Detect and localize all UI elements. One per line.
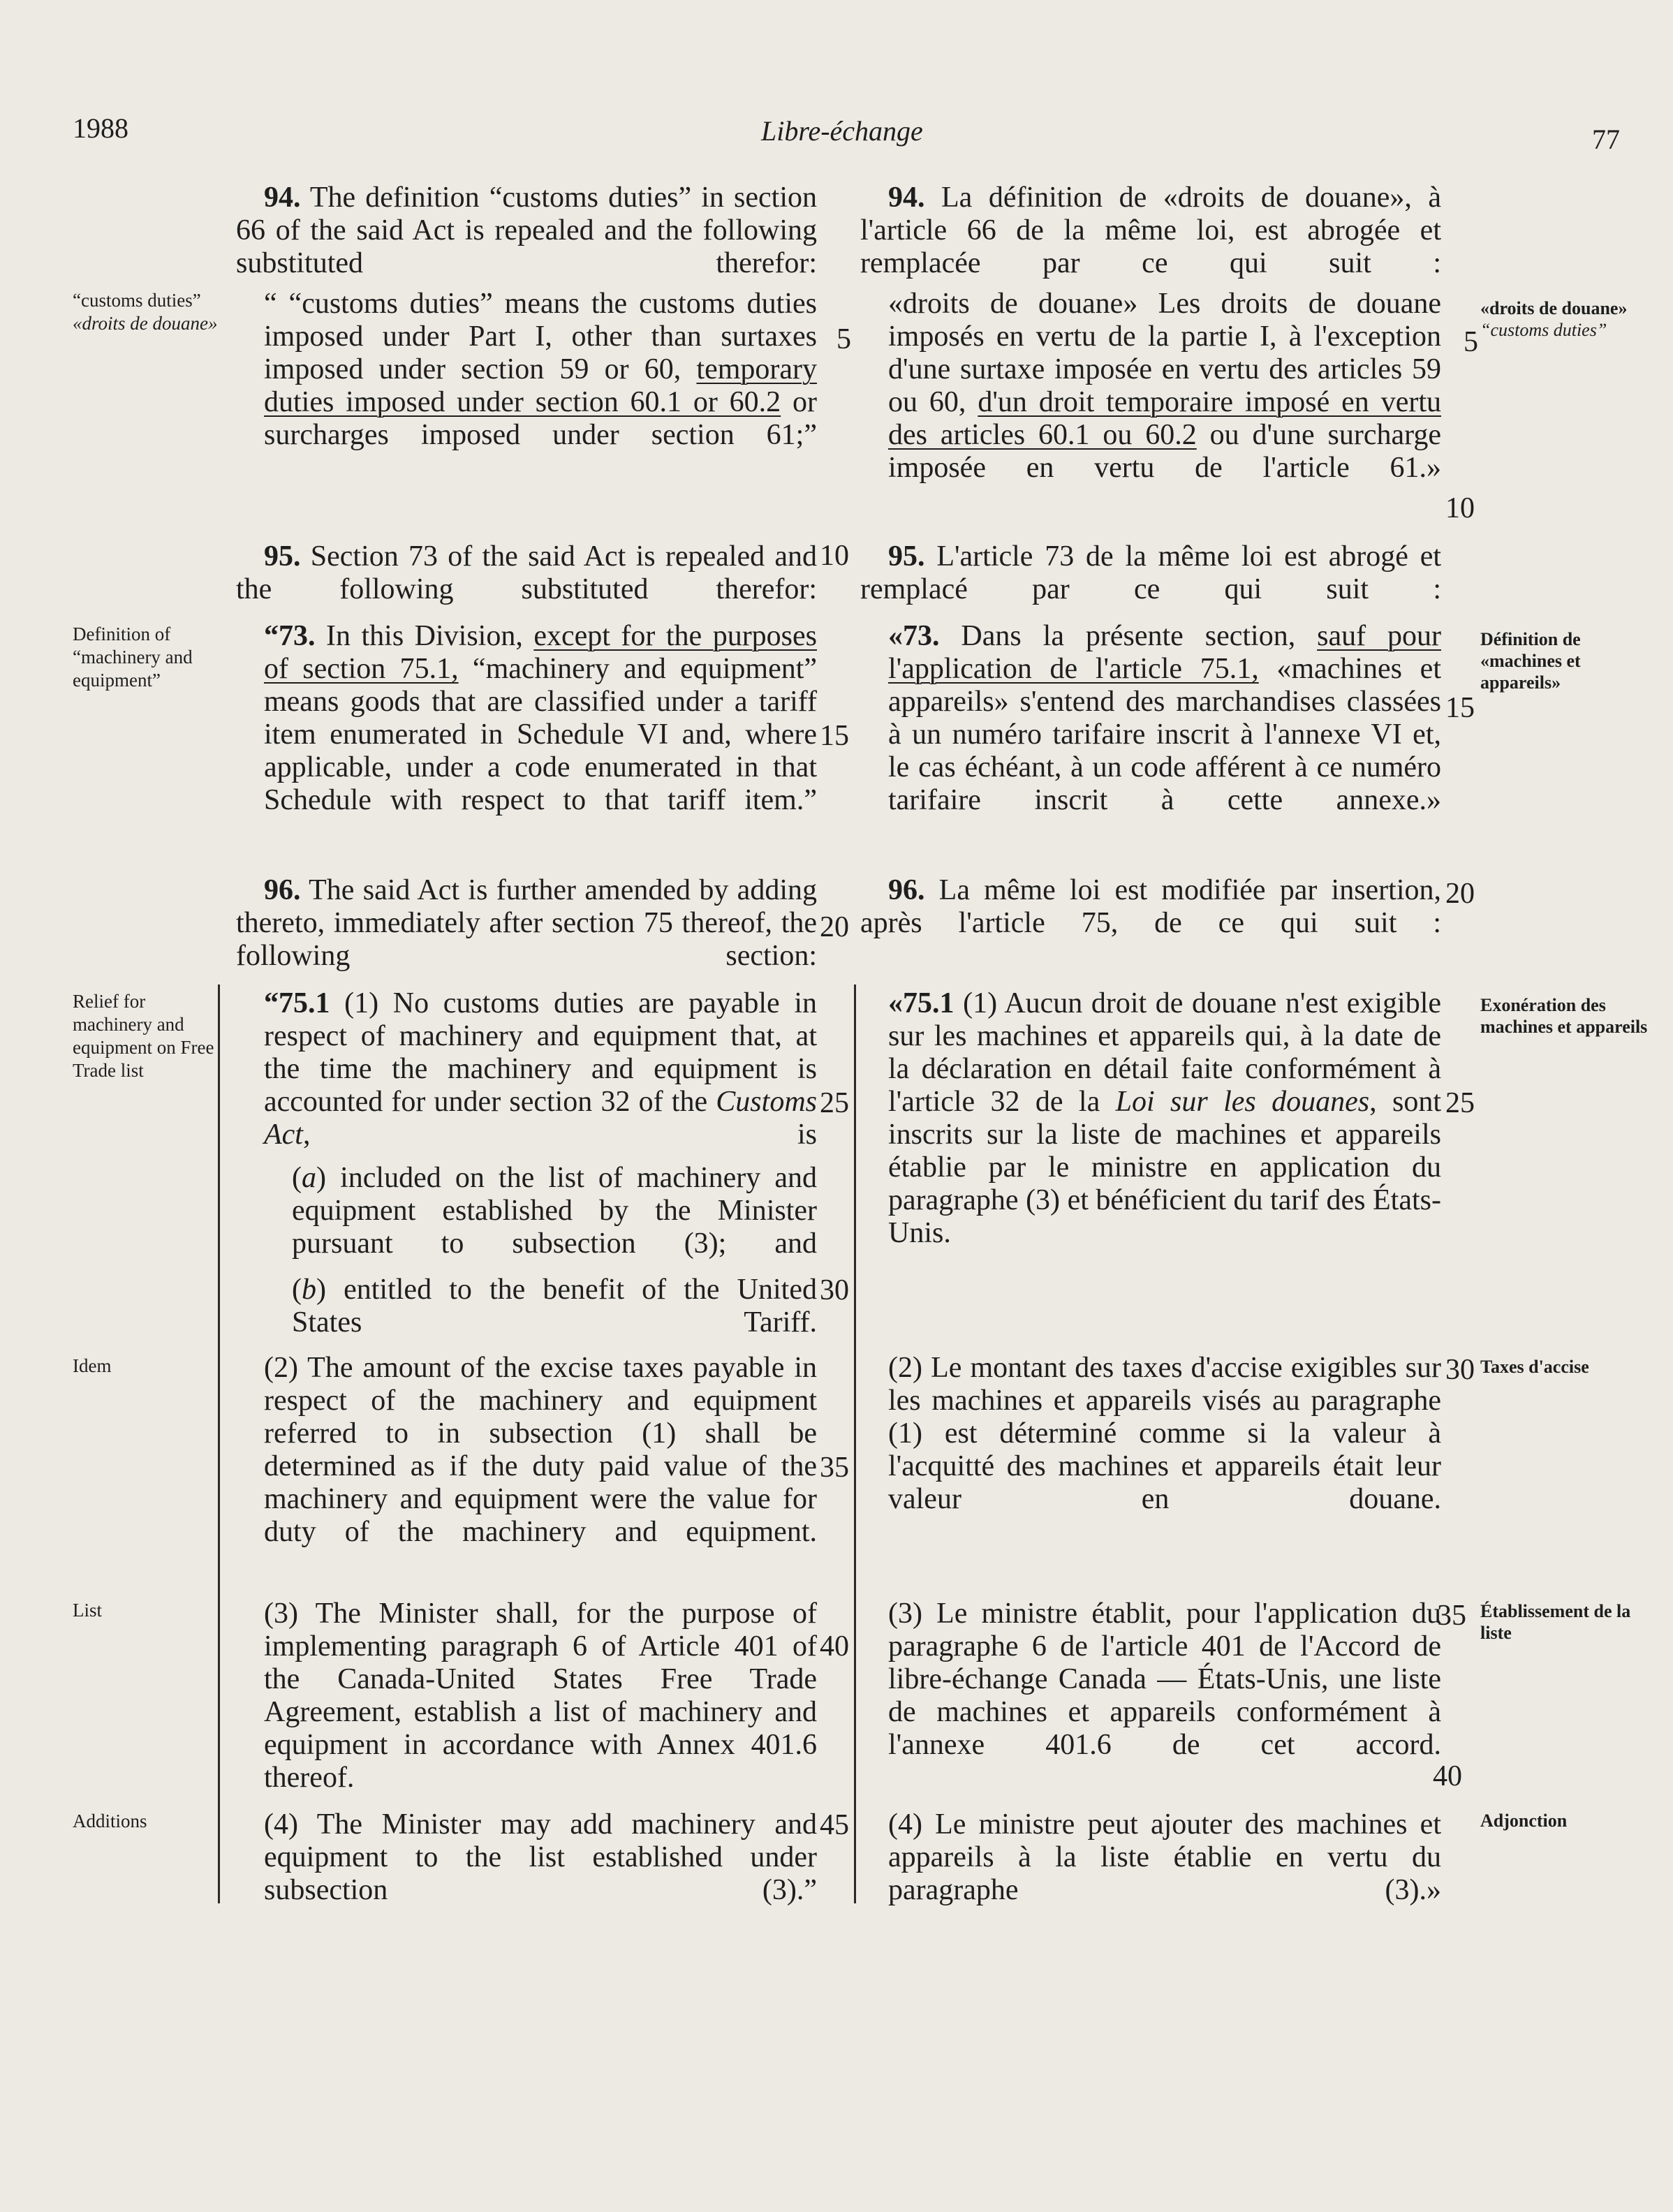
section-text: (1) No customs duties are payable in respect of machinery and equipment that, at the time the machinery and equipment is accounted for under section 32 of the (264, 987, 817, 1118)
subsection-text: (4) The Minister may add machinery and equipment to the list established under subsection (3).” (264, 1808, 817, 1906)
underlined-text: d'un droit temporaire imposé en vertu des articles 60.1 ou 60.2 (888, 386, 1442, 451)
margin-note-text-fr: «droits de douane» (73, 313, 218, 334)
line-number: 25 (820, 1087, 849, 1119)
line-number: 40 (1433, 1760, 1462, 1792)
underlined-text: temporary duties imposed under section 60.1 or 60.2 (264, 353, 818, 418)
margin-note-etablissement: Établissement de la liste (1480, 1601, 1631, 1643)
definition-text: “ “customs duties” means the customs duties imposed under Part I, other than surtaxes imposed under section 59 or 60, (264, 288, 817, 385)
section-number: “75.1 (264, 987, 330, 1019)
section-number: 94. (888, 182, 925, 214)
amendment-bar-left (218, 985, 220, 1903)
line-number: 30 (820, 1274, 849, 1306)
en-s751-4 (264, 1808, 817, 1907)
line-number: 20 (820, 911, 849, 943)
definition-text: or surcharges imposed under section 61;” (264, 386, 817, 451)
en-s73-text (236, 620, 817, 817)
subsection-text: (3) The Minister shall, for the purpose of implementing paragraph 6 of Article 401 of the Canada-United States Free Trade Agreement, establish a list of machinery and equipment in accordance with Annex 401.6 thereof. (264, 1598, 817, 1794)
margin-note-adjonction: Adjonction (1480, 1811, 1568, 1831)
subsection-text: (2) Le montant des taxes d'accise exigibles sur les machines et appareils visés au paragraphe (1) est déterminé comme si la valeur à l'acquitté des machines et appareils était leur valeur en douane. (888, 1352, 1441, 1515)
section-text: L'article 73 de la même loi est abrogé et remplacé par ce qui suit : (860, 540, 1442, 605)
section-text: The definition “customs duties” in section 66 of the said Act is repealed and the following substituted therefor: (236, 182, 817, 279)
line-number: 5 (836, 323, 851, 355)
subsection-text: (3) Le ministre établit, pour l'application du paragraphe 6 de l'article 401 de l'Accord de libre-échange Canada — États-Unis, une liste de machines et appareils conformément à l'annexe 401.6 de cet accord. (888, 1598, 1441, 1761)
header-year: 1988 (73, 112, 128, 144)
line-number: 25 (1445, 1087, 1475, 1119)
section-number: 96. (888, 874, 925, 906)
fr-s96-intro (860, 874, 1441, 940)
header-title: Libre-échange (761, 115, 923, 147)
margin-note-text: “customs duties” (73, 290, 201, 311)
margin-note-customs-duties (73, 289, 226, 335)
margin-note-idem: Idem (73, 1355, 112, 1376)
fr-s751-4 (888, 1808, 1441, 1907)
margin-note-droits-de-douane (1480, 297, 1648, 341)
section-number: “73. (264, 620, 316, 652)
en-s96-intro (236, 874, 817, 973)
paragraph-label: b (302, 1274, 316, 1306)
line-number: 10 (1445, 492, 1475, 524)
section-number: 96. (264, 874, 301, 906)
act-title: Loi sur les douanes (1115, 1086, 1370, 1118)
section-text: The said Act is further amended by adding thereto, immediately after section 75 thereof, the following section: (236, 874, 817, 972)
margin-note-text: «droits de douane» (1480, 298, 1628, 318)
margin-note-text-en: “customs duties” (1480, 320, 1607, 340)
fr-s95-intro (860, 540, 1441, 606)
section-text: Dans la présente section, (961, 620, 1296, 652)
margin-note-exoneration: Exonération des machines et appareils (1480, 995, 1648, 1037)
section-text: , is (302, 1119, 817, 1151)
section-text: (1) Aucun droit de douane n'est exigible sur les machines et appareils qui, à la date de la déclaration en détail faite conformément à l'article 32 de la (888, 987, 1442, 1118)
en-s751-3 (264, 1598, 817, 1794)
en-s751-1b: (b) entitled to the benefit of the United States Tariff. (292, 1274, 817, 1339)
line-number: 35 (820, 1452, 849, 1484)
definition-text: «droits de douane» Les droits de douane imposés en vertu de la partie I, à l'exception d'une surtaxe imposée en vertu des articles 59 ou 60, (888, 288, 1441, 418)
section-number: «75.1 (888, 987, 955, 1019)
margin-note-additions: Additions (73, 1811, 147, 1831)
section-number: «73. (888, 620, 940, 652)
underlined-text: sauf pour l'application de l'article 75.1, (888, 620, 1442, 685)
paragraph-text: entitled to the benefit of the United States Tariff. (292, 1274, 817, 1339)
en-s751-2 (264, 1352, 817, 1549)
section-text: «machines et appareils» s'entend des marchandises classées à un numéro tarifaire inscrit à l'annexe VI et, le cas échéant, à un code afférent à ce numéro tarifaire inscrit à cette annexe.» (888, 653, 1441, 816)
margin-note-taxes-accise: Taxes d'accise (1480, 1357, 1589, 1377)
definition-text: ou d'une surcharge imposée en vertu de l'article 61.» (888, 419, 1442, 484)
fr-s751-1 (888, 987, 1441, 1250)
paragraph-label: a (302, 1162, 316, 1194)
line-number: 15 (820, 720, 849, 752)
section-text: Section 73 of the said Act is repealed and the following substituted therefor: (236, 540, 817, 605)
margin-note-relief: Relief for machinery and equipment on Free Trade list (73, 991, 214, 1081)
fr-s751-3 (888, 1598, 1441, 1762)
line-number: 5 (1464, 326, 1478, 358)
section-text: In this Division, (326, 620, 523, 652)
section-text: “machinery and equipment” means goods that are classified under a tariff item enumerated in Schedule VI and, where applicable, under a code enumerated in that Schedule with respect to that tariff item.” (264, 653, 818, 816)
line-number: 30 (1445, 1354, 1475, 1386)
section-number: 94. (264, 182, 301, 214)
subsection-text: (2) The amount of the excise taxes payable in respect of the machinery and equipment referred to in subsection (1) shall be determined as if the duty paid value of the machinery and equipment were the value for duty of the machinery and equipment. (264, 1352, 817, 1548)
fr-s73-text (888, 620, 1441, 817)
section-text: La définition de «droits de douane», à l'article 66 de la même loi, est abrogée et remplacée par ce qui suit : (860, 182, 1442, 279)
page-number: 77 (1592, 124, 1620, 155)
en-s751-1a: (a) included on the list of machinery and equipment established by the Minister pursuant to subsection (3); and (292, 1162, 817, 1260)
line-number: 10 (820, 540, 849, 572)
en-s751-1 (236, 987, 817, 1151)
section-number: 95. (888, 540, 925, 573)
line-number: 45 (820, 1809, 849, 1841)
line-number: 20 (1445, 878, 1475, 910)
margin-note-list: List (73, 1600, 103, 1621)
section-text: La même loi est modifiée par insertion, après l'article 75, de ce qui suit : (860, 874, 1441, 939)
line-number: 15 (1445, 692, 1475, 724)
en-s94-intro (236, 182, 817, 280)
amendment-bar-center (854, 985, 856, 1903)
act-title: Customs Act (264, 1086, 817, 1151)
fr-s94-intro (860, 182, 1441, 280)
fr-s751-2 (888, 1352, 1441, 1516)
paragraph-text: included on the list of machinery and equipment established by the Minister pursuant to subsection (3); and (292, 1162, 817, 1260)
line-number: 40 (820, 1630, 849, 1662)
margin-note-machinery-definition: Definition of “machinery and equipment” (73, 624, 193, 691)
fr-s94-definition (888, 288, 1441, 485)
en-s94-definition (236, 288, 817, 452)
subsection-text: (4) Le ministre peut ajouter des machines et appareils à la liste établie en vertu du paragraphe (3).» (888, 1808, 1441, 1906)
section-text: , sont inscrits sur la liste de machines et appareils établie par le ministre en application du paragraphe (3) et bénéficient du tarif des États-Unis. (888, 1086, 1442, 1249)
en-s95-intro (236, 540, 817, 606)
underlined-text: except for the purposes of section 75.1, (264, 620, 818, 685)
section-number: 95. (264, 540, 301, 573)
line-number: 35 (1437, 1600, 1466, 1632)
margin-note-definition-machines: Définition de «machines et appareils» (1480, 629, 1581, 693)
